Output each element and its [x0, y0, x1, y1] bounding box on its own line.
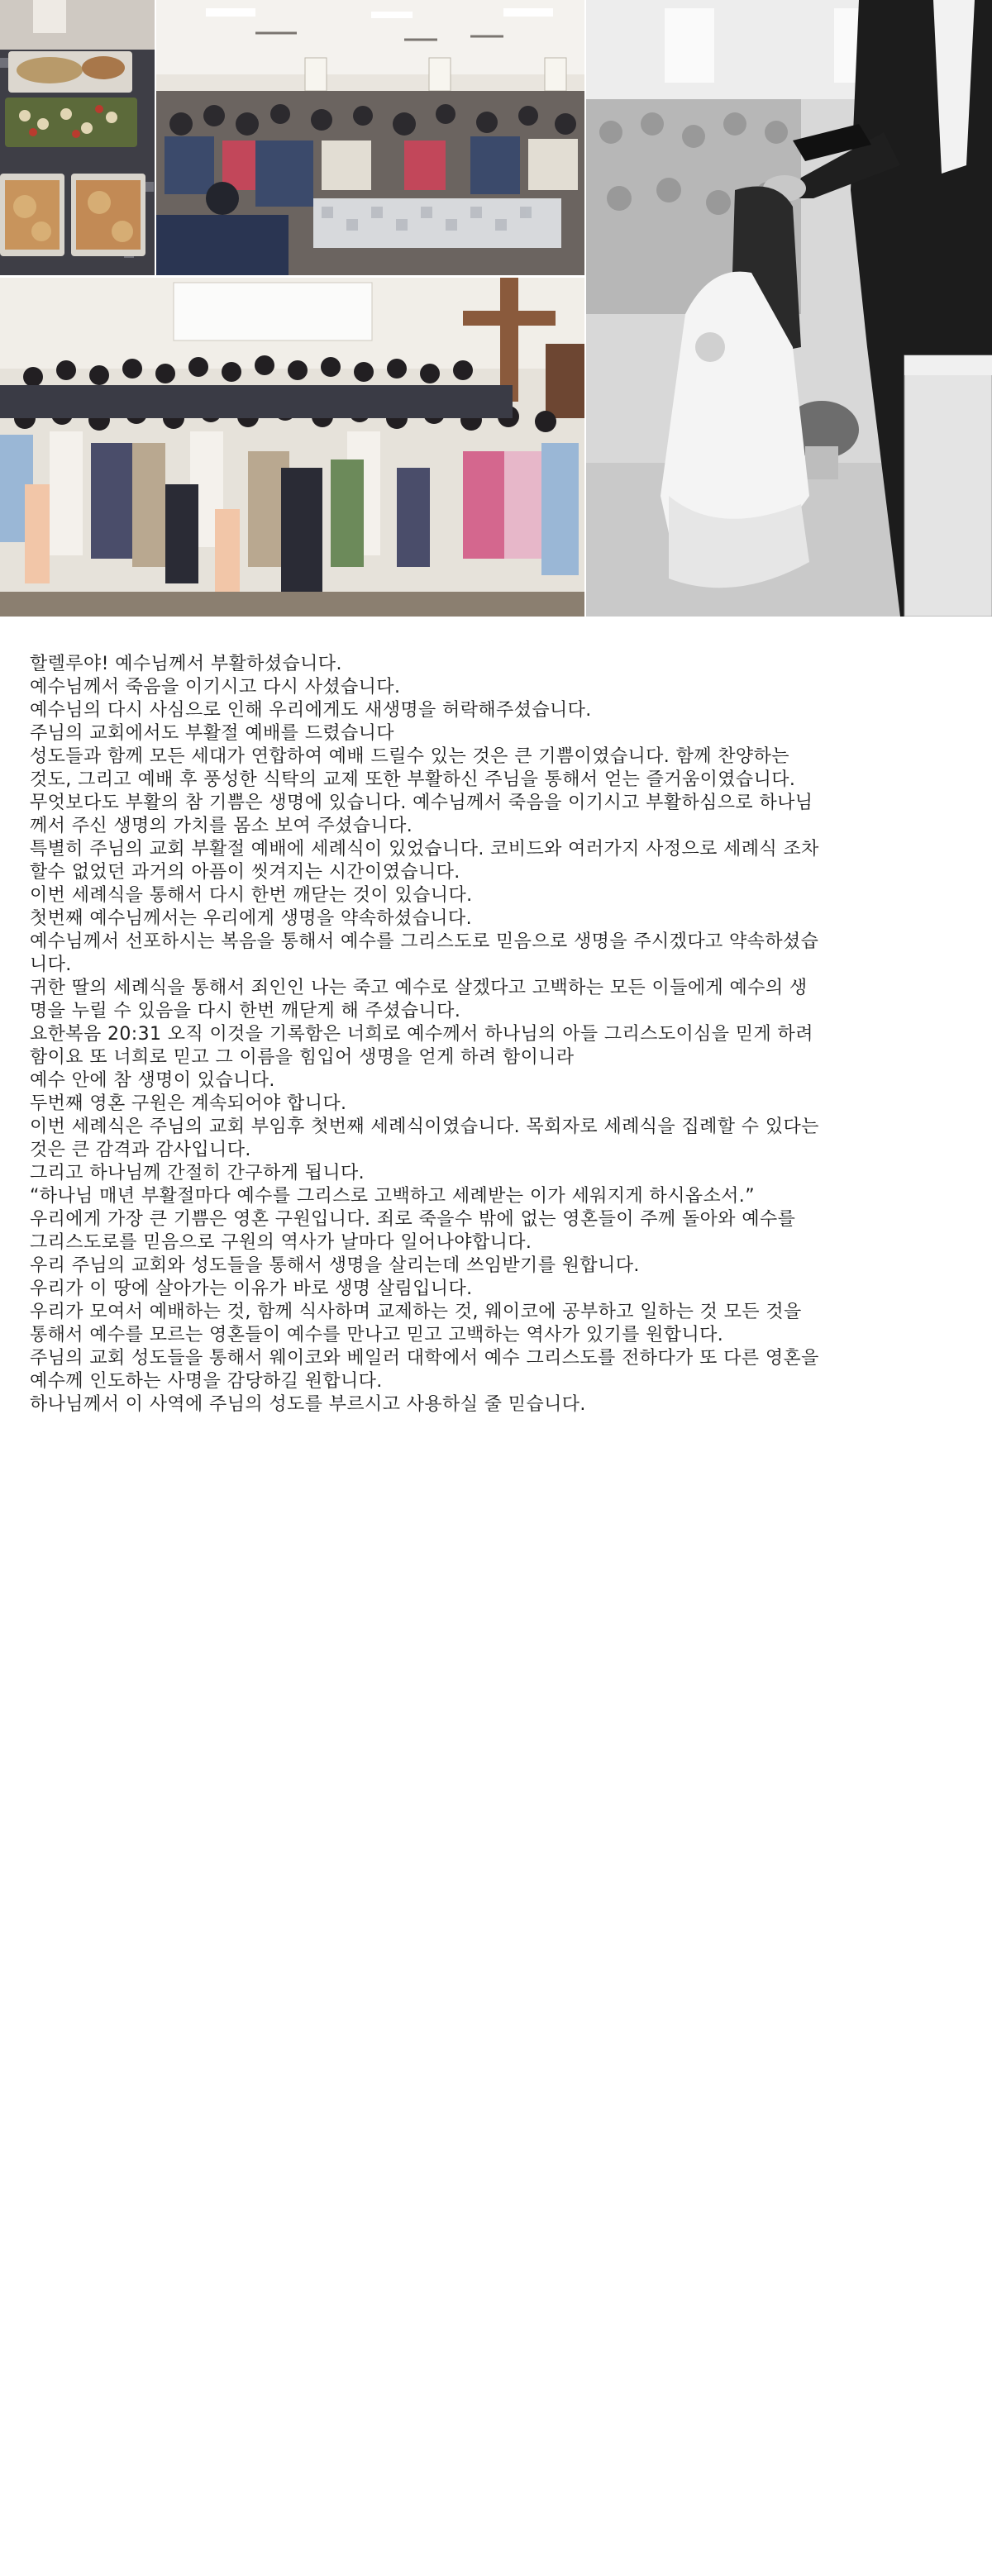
article-line: 우리가 모여서 예배하는 것, 함께 식사하며 교제하는 것, 웨이코에 공부하고 일하는 것 모든 것을 [30, 1302, 802, 1322]
article-paragraph [30, 838, 964, 884]
article-line: 함이요 또 너희로 믿고 그 이름을 힘입어 생명을 얻게 하려 함이니라 [30, 1047, 575, 1068]
article-line: 요한복음 20:31 오직 이것을 기록함은 너희로 예수께서 하나님의 아들 그리스도이심을 믿게 하려 [30, 1024, 813, 1045]
article-line: 그리고 하나님께 간절히 간구하게 됩니다. [30, 1163, 365, 1183]
article-line: 우리가 이 땅에 살아가는 이유가 바로 생명 살림입니다. [30, 1278, 473, 1299]
article-paragraph [30, 977, 964, 1023]
article-line: 할렐루야! 예수님께서 부활하셨습니다. [30, 654, 342, 674]
article-paragraph [30, 1393, 964, 1417]
article-line: 귀한 딸의 세례식을 통해서 죄인인 나는 죽고 예수로 살겠다고 고백하는 모든 이들에게 예수의 생 [30, 978, 808, 998]
article-paragraph [30, 1069, 964, 1093]
article-line: 주님의 교회 성도들을 통해서 웨이코와 베일러 대학에서 예수 그리스도를 전하다가 또 다른 영혼을 [30, 1348, 819, 1369]
article-line: 예수 안에 참 생명이 있습니다. [30, 1070, 275, 1091]
food-table-photo [0, 0, 155, 275]
article-line: 우리에게 가장 큰 기쁨은 영혼 구원입니다. 죄로 죽을수 밖에 없는 영혼들이 주께 돌아와 예수를 [30, 1209, 796, 1230]
article-line: 무엇보다도 부활의 참 기쁨은 생명에 있습니다. 예수님께서 죽음을 이기시고 부활하심으로 하나님 [30, 793, 813, 813]
article-line: 께서 주신 생명의 가치를 몸소 보여 주셨습니다. [30, 816, 413, 836]
baptism-photo [586, 0, 992, 617]
article-paragraph [30, 907, 964, 977]
article-line: 예수님의 다시 사심으로 인해 우리에게도 새생명을 허락해주셨습니다. [30, 700, 592, 721]
article-line: 통해서 예수를 모르는 영혼들이 예수를 만나고 믿고 고백하는 역사가 있기를 원합니다. [30, 1325, 724, 1345]
article-line: 것도, 그리고 예배 후 풍성한 식탁의 교제 또한 부활하신 주님을 통해서 얻는 즐거움이였습니다. [30, 769, 796, 790]
article-paragraph [30, 722, 964, 792]
article-paragraph [30, 884, 964, 907]
article-line: 이번 세례식을 통해서 다시 한번 깨닫는 것이 있습니다. [30, 885, 473, 906]
article-line: 성도들과 함께 모든 세대가 연합하여 예배 드릴수 있는 것은 큰 기쁨이였습니다. 함께 찬양하는 [30, 746, 789, 767]
article-line: 이번 세례식은 주님의 교회 부임후 첫번째 세례식이였습니다. 목회자로 세례식을 집례할 수 있다는 [30, 1117, 819, 1137]
article-line: 할수 없었던 과거의 아픔이 씻겨지는 시간이였습니다. [30, 862, 460, 883]
article-line: 예수님께서 죽음을 이기시고 다시 사셨습니다. [30, 677, 401, 698]
article-paragraph [30, 1208, 964, 1393]
article-paragraph [30, 792, 964, 838]
article-line: 하나님께서 이 사역에 주님의 성도를 부르시고 사용하실 줄 믿습니다. [30, 1394, 586, 1415]
article-paragraph [30, 1093, 964, 1208]
article-line: 예수께 인도하는 사명을 감당하길 원합니다. [30, 1371, 383, 1392]
article-line: “하나님 매년 부활절마다 예수를 그리스로 고백하고 세례받는 이가 세워지게 하시옵소서.” [30, 1186, 756, 1207]
article-body [30, 653, 964, 1417]
article-line: 첫번째 예수님께서는 우리에게 생명을 약속하셨습니다. [30, 908, 472, 929]
congregation-group-photo [0, 278, 584, 617]
article-line: 니다. [30, 955, 72, 975]
article-paragraph [30, 1023, 964, 1069]
article-line: 주님의 교회에서도 부활절 예배를 드렸습니다 [30, 723, 394, 744]
article-line: 우리 주님의 교회와 성도들을 통해서 생명을 살리는데 쓰임받기를 원합니다. [30, 1255, 640, 1276]
article-line: 예수님께서 선포하시는 복음을 통해서 예수를 그리스도로 믿음으로 생명을 주시겠다고 약속하셨습 [30, 931, 819, 952]
fellowship-hall-photo [156, 0, 584, 275]
article-line: 그리스도로를 믿음으로 구원의 역사가 날마다 일어나야합니다. [30, 1232, 532, 1253]
article-line: 특별히 주님의 교회 부활절 예배에 세례식이 있었습니다. 코비드와 여러가지 사정으로 세례식 조차 [30, 839, 819, 859]
article-line: 것은 큰 감격과 감사입니다. [30, 1140, 251, 1160]
article-line: 두번째 영혼 구원은 계속되어야 합니다. [30, 1093, 347, 1114]
article-paragraph [30, 653, 964, 722]
article-line: 명을 누릴 수 있음을 다시 한번 깨닫게 해 주셨습니다. [30, 1001, 461, 1021]
photo-collage [0, 0, 992, 617]
